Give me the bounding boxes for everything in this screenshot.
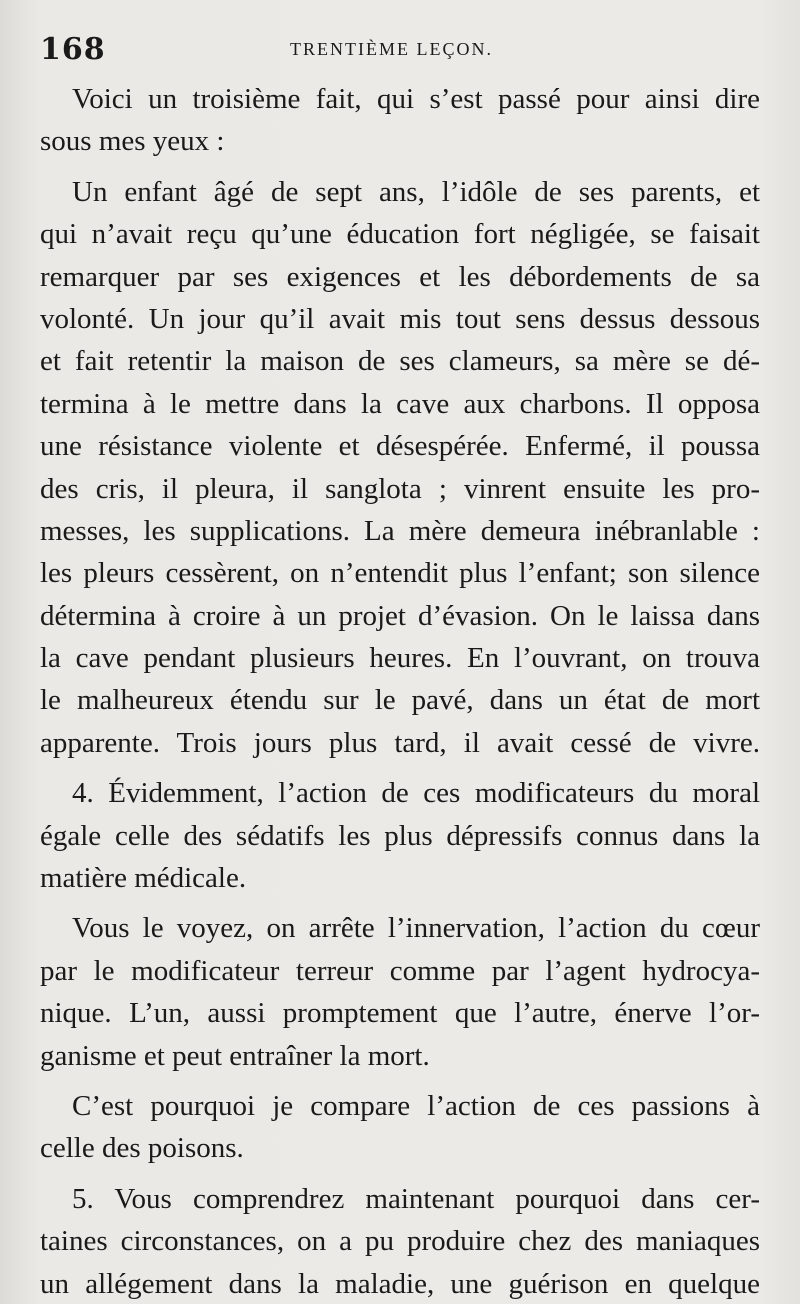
text-line: remarquer par ses exigences et les débordements de sa bbox=[40, 260, 760, 293]
text-line: un allégement dans la maladie, une guérison en quelque bbox=[40, 1267, 760, 1300]
text-line: et fait retentir la maison de ses clameurs, sa mère se dé- bbox=[40, 345, 760, 378]
text-line: 5. Vous comprendrez maintenant pourquoi dans cer- bbox=[72, 1182, 760, 1215]
text-line: détermina à croire à un projet d’évasion. On le laissa dans bbox=[40, 599, 760, 632]
text-line: apparente. Trois jours plus tard, il avait cessé de vivre. bbox=[40, 726, 760, 759]
text-line: égale celle des sédatifs les plus dépressifs connus dans la bbox=[40, 819, 760, 852]
text-line: Un enfant âgé de sept ans, l’idôle de ses parents, et bbox=[72, 175, 760, 208]
text-line: 4. Évidemment, l’action de ces modificateurs du moral bbox=[72, 777, 760, 810]
text-line: qui n’avait reçu qu’une éducation fort négligée, se faisait bbox=[40, 218, 760, 251]
text-line: Voici un troisième fait, qui s’est passé pour ainsi dire bbox=[72, 83, 760, 115]
text-line: des cris, il pleura, il sanglota ; vinrent ensuite les pro- bbox=[40, 472, 760, 505]
text-line: volonté. Un jour qu’il avait mis tout sens dessus dessous bbox=[40, 302, 760, 335]
text-line: par le modificateur terreur comme par l’agent hydrocya- bbox=[40, 954, 760, 987]
text-line: ganisme et peut entraîner la mort. bbox=[40, 1039, 430, 1072]
text-line: C’est pourquoi je compare l’action de ces passions à bbox=[72, 1089, 760, 1122]
page-header bbox=[40, 32, 760, 68]
text-line: Vous le voyez, on arrête l’innervation, l’action du cœur bbox=[72, 912, 760, 945]
text-line: les pleurs cessèrent, on n’entendit plus l’enfant; son silence bbox=[40, 557, 760, 590]
text-line: la cave pendant plusieurs heures. En l’ouvrant, on trouva bbox=[40, 642, 760, 675]
text-line: nique. L’un, aussi promptement que l’autre, énerve l’or- bbox=[40, 997, 760, 1030]
text-line: matière médicale. bbox=[40, 862, 247, 895]
text-line: sous mes yeux : bbox=[40, 125, 225, 158]
page-number: 168 bbox=[40, 32, 106, 67]
text-line: taines circonstances, on a pu produire chez des maniaques bbox=[40, 1225, 760, 1258]
text-line: messes, les supplications. La mère demeura inébranlable : bbox=[40, 514, 760, 547]
text-line: une résistance violente et désespérée. Enfermé, il poussa bbox=[40, 430, 760, 463]
text-line: le malheureux étendu sur le pavé, dans un état de mort bbox=[40, 684, 760, 717]
body-text bbox=[40, 78, 760, 1304]
text-line: celle des poisons. bbox=[40, 1132, 244, 1165]
running-title: TRENTIÈME LEÇON. bbox=[290, 39, 493, 59]
text-line: termina à le mettre dans la cave aux charbons. Il opposa bbox=[40, 387, 760, 420]
